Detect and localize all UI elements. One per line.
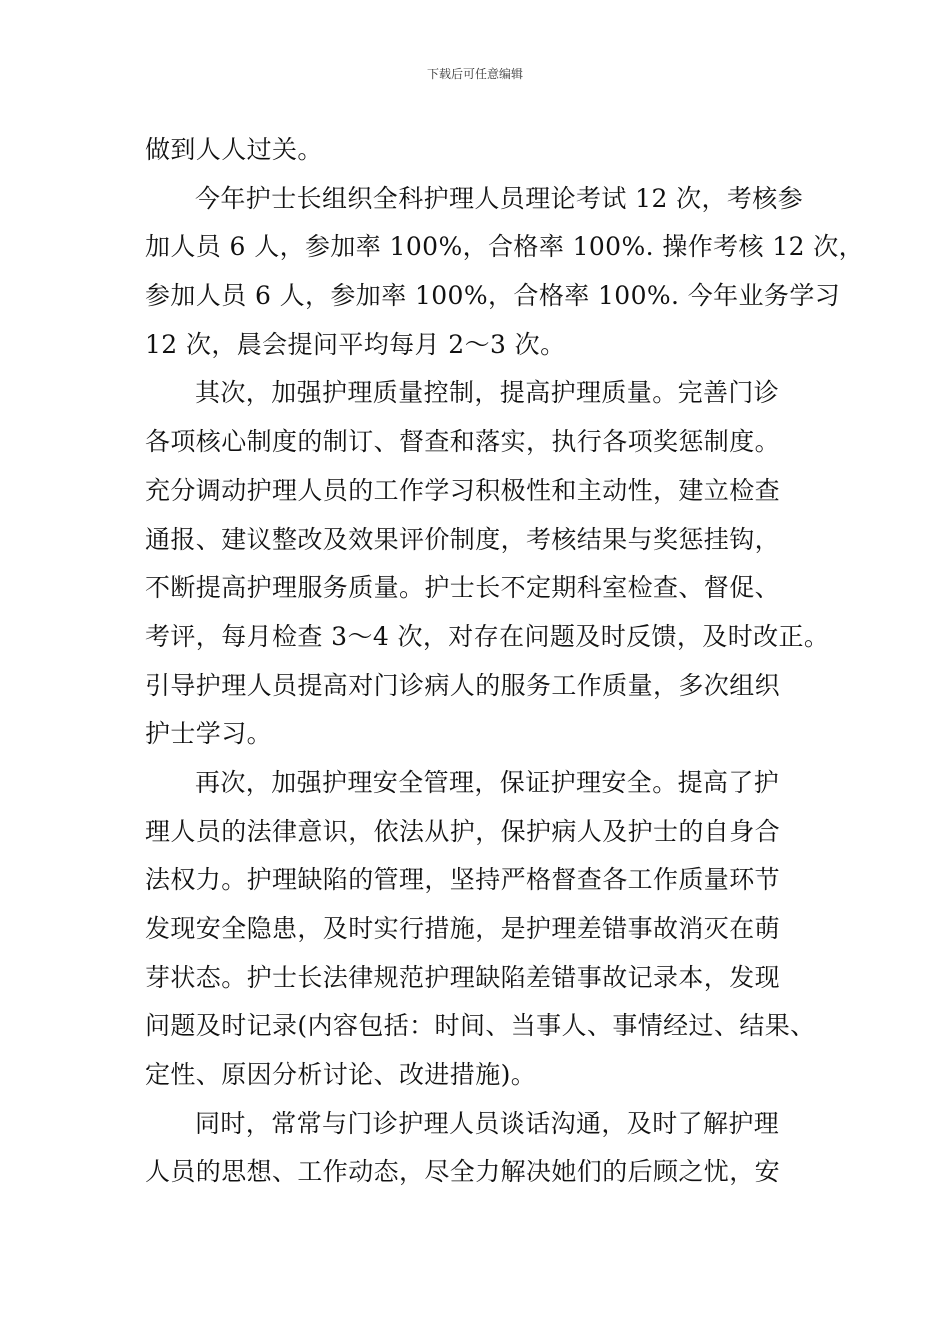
text-line: 理人员的法律意识，依法从护，保护病人及护士的自身合: [145, 816, 781, 846]
text-line: 参加人员 6 人，参加率 100%，合格率 100%. 今年业务学习: [145, 281, 841, 311]
document-body: [145, 126, 865, 1197]
text-line: 定性、原因分析讨论、改进措施)。: [145, 1060, 537, 1090]
text-line: 通报、建议整改及效果评价制度，考核结果与奖惩挂钩，: [145, 524, 781, 554]
paragraph-first-line: 今年护士长组织全科护理人员理论考试 12 次，考核参: [195, 183, 804, 213]
text-line: 考评，每月检查 3～4 次，对存在问题及时反馈，及时改正。: [145, 621, 830, 651]
text-line: 发现安全隐患，及时实行措施，是护理差错事故消灭在萌: [145, 914, 781, 943]
text-line: 问题及时记录(内容包括：时间、当事人、事情经过、结果、: [145, 1011, 816, 1041]
text-line: 各项核心制度的制订、督查和落实，执行各项奖惩制度。: [145, 427, 781, 457]
text-line: 做到人人过关。: [145, 135, 323, 164]
paragraph-first-line: 其次，加强护理质量控制，提高护理质量。完善门诊: [195, 378, 780, 408]
text-line: 护士学习。: [145, 719, 273, 749]
text-line: 芽状态。护士长法律规范护理缺陷差错事故记录本，发现: [145, 962, 781, 992]
text-line: 法权力。护理缺陷的管理，坚持严格督查各工作质量环节: [145, 865, 781, 895]
paragraph-first-line: 同时，常常与门诊护理人员谈话沟通，及时了解护理: [195, 1108, 780, 1138]
text-line: 12 次，晨会提问平均每月 2～3 次。: [145, 329, 566, 359]
text-line: 加人员 6 人，参加率 100%，合格率 100%. 操作考核 12 次，: [145, 232, 865, 262]
text-line: 充分调动护理人员的工作学习积极性和主动性，建立检查: [145, 475, 781, 505]
text-line: 人员的思想、工作动态，尽全力解决她们的后顾之忧，安: [145, 1157, 781, 1187]
page-header: 下载后可任意编辑: [426, 67, 523, 81]
text-line: 不断提高护理服务质量。护士长不定期科室检查、督促、: [145, 573, 781, 603]
text-line: 引导护理人员提高对门诊病人的服务工作质量，多次组织: [145, 670, 781, 700]
paragraph-first-line: 再次，加强护理安全管理，保证护理安全。提高了护: [195, 767, 780, 797]
